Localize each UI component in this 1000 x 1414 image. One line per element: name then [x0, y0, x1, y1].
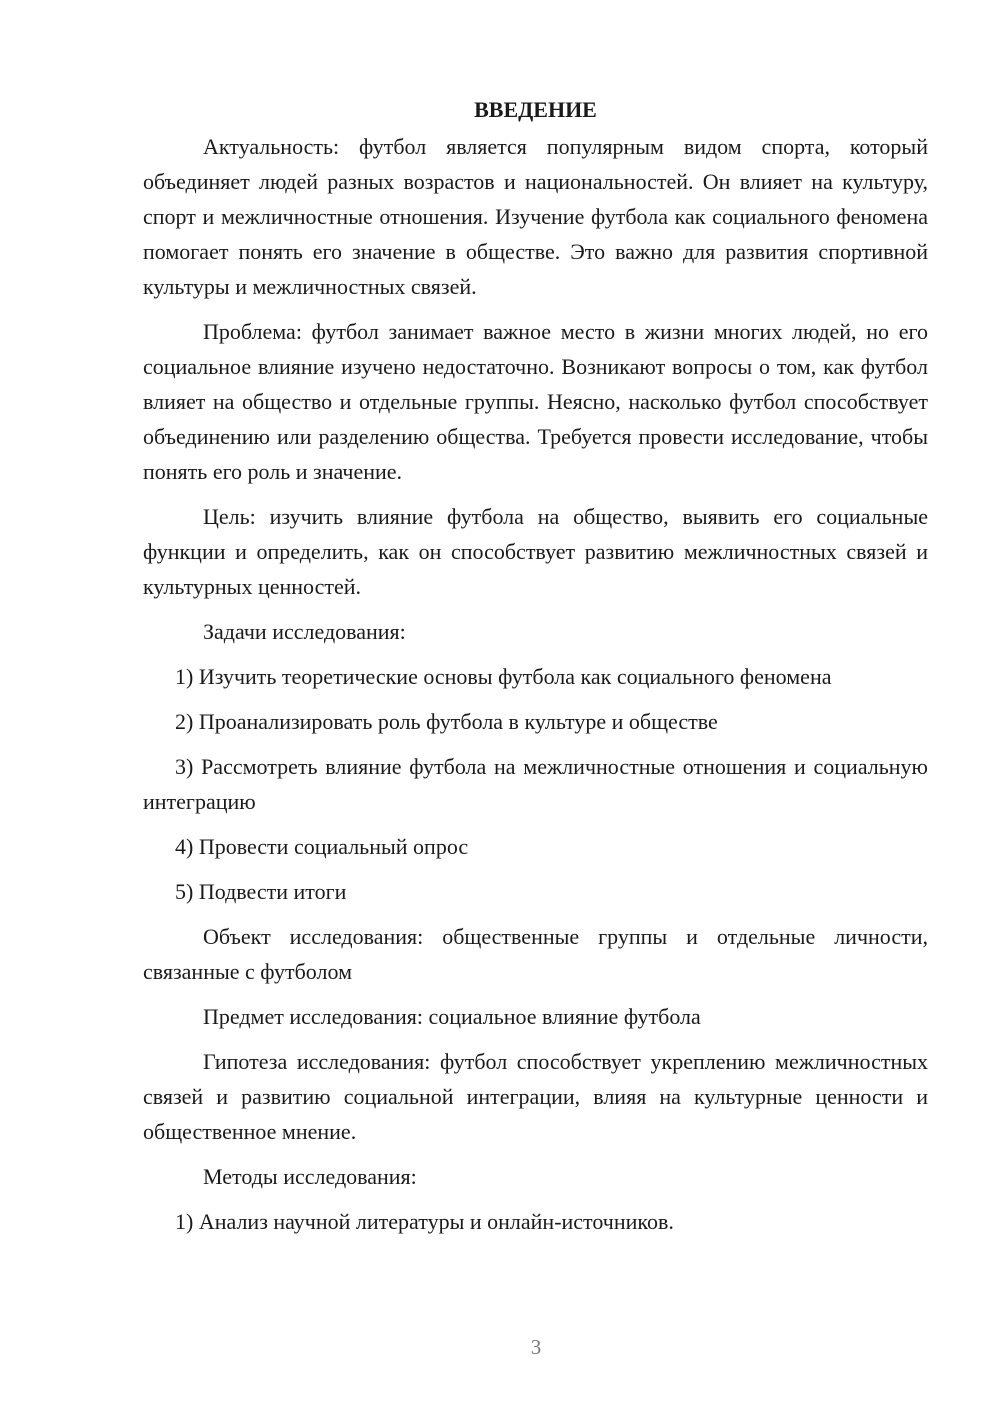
task-item: 2) Проанализировать роль футбола в культуре и обществе — [175, 709, 718, 734]
page-number: 3 — [530, 1335, 542, 1359]
paragraph-goal: Цель: изучить влияние футбола на общество, выявить его социальные функции и определить, как он способствует развитию межличностных связей и культурных ценностей. — [143, 504, 928, 599]
page-content — [143, 92, 928, 1249]
task-item: 3) Рассмотреть влияние футбола на межличностные отношения и социальную интеграцию — [143, 754, 928, 814]
task-item: 1) Изучить теоретические основы футбола как социального феномена — [175, 664, 832, 689]
method-item: 1) Анализ научной литературы и онлайн-источников. — [175, 1209, 674, 1234]
tasks-title: Задачи исследования: — [203, 619, 406, 644]
methods-title: Методы исследования: — [203, 1164, 417, 1189]
paragraph-object: Объект исследования: общественные группы и отдельные личности, связанные с футболом — [143, 924, 928, 984]
paragraph-problem: Проблема: футбол занимает важное место в жизни многих людей, но его социальное влияние изучено недостаточно. Возникают вопросы о том, как футбол влияет на общество и отдельные группы. Неясно, насколько футбол способствует объединению или разделению общества. Требуется провести исследование, чтобы понять его роль и значение. — [143, 319, 928, 484]
paragraph-subject: Предмет исследования: социальное влияние футбола — [203, 1004, 701, 1029]
task-item: 4) Провести социальный опрос — [175, 834, 469, 859]
paragraph-hypothesis: Гипотеза исследования: футбол способствует укреплению межличностных связей и развитию социальной интеграции, влияя на культурные ценности и общественное мнение. — [143, 1049, 928, 1144]
paragraph-relevance: Актуальность: футбол является популярным видом спорта, который объединяет людей разных возрастов и национальностей. Он влияет на культуру, спорт и межличностные отношения. Изучение футбола как социального феномена помогает понять его значение в обществе. Это важно для развития спортивной культуры и межличностных связей. — [143, 134, 928, 299]
section-heading: ВВЕДЕНИЕ — [474, 97, 597, 122]
task-item: 5) Подвести итоги — [175, 879, 347, 904]
